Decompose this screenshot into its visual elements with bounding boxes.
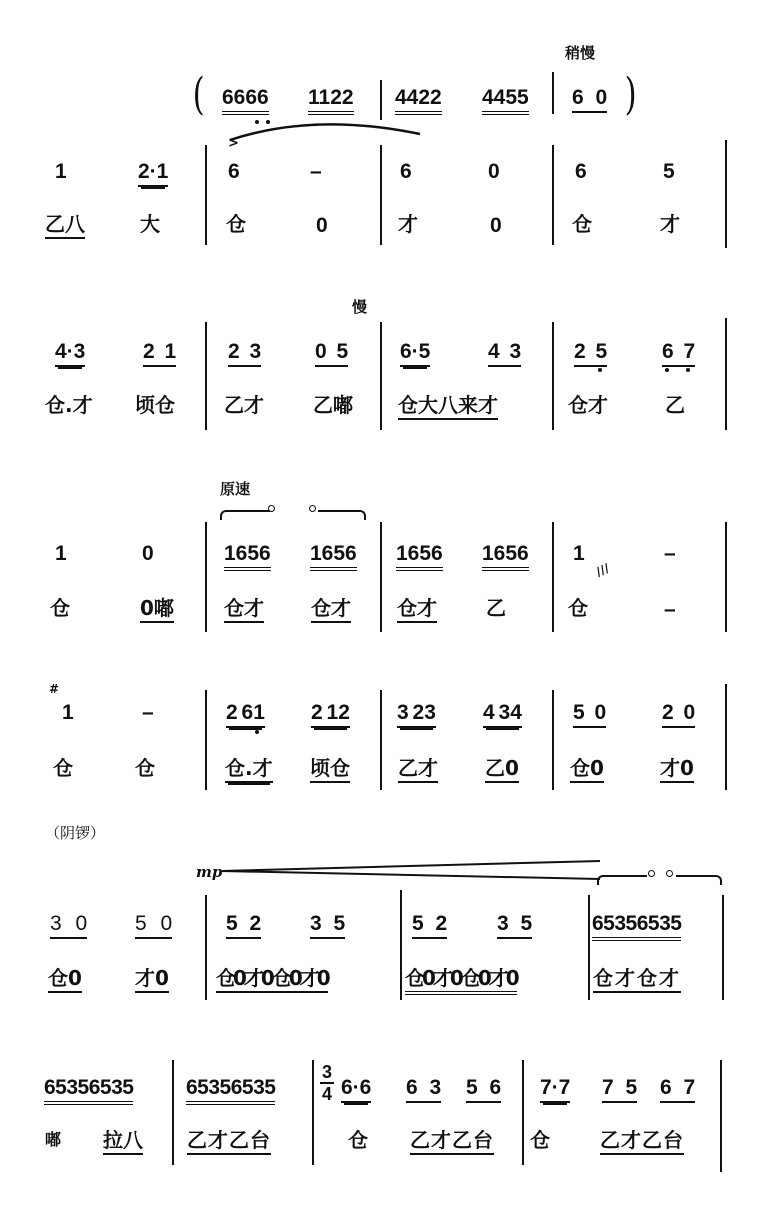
bar-line: [552, 690, 554, 790]
note: 5: [663, 160, 675, 183]
bar-line: [725, 318, 727, 430]
note: 6·6: [341, 1076, 371, 1103]
note: 6 3: [406, 1076, 441, 1103]
low-octave-dot: [255, 730, 259, 734]
note: 3 23: [397, 701, 436, 728]
note: 3 5: [310, 912, 345, 939]
note: 5 2: [226, 912, 261, 939]
intro-note: 6 0: [572, 86, 607, 113]
lyric: 仓0才0仓0才0: [216, 966, 328, 993]
bar-line: [725, 684, 727, 790]
low-octave-dot: [598, 368, 602, 372]
lyric: 仓才仓才: [593, 966, 681, 993]
note: 1: [62, 701, 74, 724]
note: 6 7: [662, 340, 695, 367]
dynamic-mark: mp: [196, 863, 223, 881]
bar-line: [552, 145, 554, 245]
note: 6: [400, 160, 412, 183]
note: 2 61: [226, 701, 265, 728]
lyric: 顷仓: [310, 756, 350, 783]
lyric: 乙八: [45, 212, 85, 239]
repeat-bracket-left: [220, 510, 270, 520]
lyric: 乙才乙台: [410, 1128, 494, 1155]
note: 4 34: [483, 701, 522, 728]
note: 0: [488, 160, 500, 183]
time-signature-top: 3: [321, 1062, 332, 1082]
note: 1656: [224, 542, 271, 571]
lyric: 仓才: [397, 596, 437, 623]
bar-line: [552, 522, 554, 632]
note: 6·5: [400, 340, 430, 367]
lyric: 仓: [226, 212, 246, 236]
note: 1656: [482, 542, 529, 571]
bracket-ring: [666, 870, 673, 877]
note: 65356535: [186, 1076, 275, 1105]
note: 5 2: [412, 912, 447, 939]
note: 4·3: [55, 340, 85, 367]
bar-line: [725, 522, 727, 632]
crescendo-hairpin: [222, 858, 602, 882]
repeat-bracket-right: [676, 875, 722, 885]
low-octave-dot: [686, 368, 690, 372]
lyric: 仓: [572, 212, 592, 236]
bar-line: [722, 895, 724, 1000]
bar-line: [720, 1060, 722, 1172]
intro-note: 4455: [482, 86, 529, 115]
lyric: 乙: [665, 393, 685, 417]
bar-line: [400, 890, 402, 1000]
lyric: 乙: [486, 596, 506, 620]
bar-line: [205, 145, 207, 245]
lyric: 乙才乙台: [600, 1128, 684, 1155]
lyric: 嘟: [45, 1130, 62, 1149]
lyric: 仓: [568, 596, 588, 620]
note-dash: –: [664, 542, 676, 565]
note: 7·7: [540, 1076, 570, 1103]
accent-mark: >: [228, 136, 239, 151]
bar-line: [522, 1060, 524, 1165]
note: 6 7: [660, 1076, 695, 1103]
note: 2 0: [662, 701, 695, 728]
section-label: （阴锣）: [45, 824, 106, 842]
note: 5 0: [135, 912, 172, 939]
note: 2 5: [574, 340, 607, 367]
note: 0: [142, 542, 154, 565]
bar-line: [312, 1060, 314, 1165]
lyric: 乙0: [485, 756, 519, 783]
bar-line: [552, 322, 554, 430]
close-parenthesis: ): [624, 69, 637, 120]
note: 2·1: [138, 160, 168, 187]
lyric: 才0: [135, 966, 169, 993]
lyric: 仓大八来才: [398, 393, 498, 420]
lyric: 仓: [53, 756, 73, 780]
sharp-sign: #: [49, 682, 60, 696]
lyric: 仓才: [224, 596, 264, 623]
lyric: 仓0才0仓0才0: [405, 966, 517, 995]
note: 2 12: [311, 701, 350, 728]
tempo-mark-slow: 慢: [352, 298, 368, 316]
lyric: 仓才: [568, 393, 608, 417]
lyric: 乙才: [398, 756, 438, 783]
lyric: 乙才乙台: [187, 1128, 271, 1155]
note: 1: [55, 160, 67, 183]
time-signature-bottom: 4: [321, 1084, 332, 1104]
bar-line: [380, 80, 382, 120]
slur-tie: [225, 118, 425, 148]
lyric: 乙才: [224, 393, 264, 417]
note: 6: [228, 160, 240, 183]
note: 3 5: [497, 912, 532, 939]
note: 1: [55, 542, 67, 565]
bar-line: [205, 690, 207, 790]
lyric: 乙嘟: [313, 393, 353, 417]
lyric: 才: [398, 212, 418, 236]
note: 65356535: [592, 912, 681, 941]
lyric: 仓0: [570, 756, 604, 783]
note: 0 5: [315, 340, 348, 367]
lyric-rest: 0: [316, 214, 328, 237]
bracket-ring: [309, 505, 316, 512]
note: 5 6: [466, 1076, 501, 1103]
note: 1: [573, 542, 585, 565]
lyric: 仓: [530, 1128, 550, 1152]
lyric: 才: [660, 212, 680, 236]
note: 6: [575, 160, 587, 183]
bar-line: [380, 322, 382, 430]
bar-line: [205, 522, 207, 632]
note-dash: –: [310, 160, 322, 183]
lyric: 0嘟: [140, 596, 174, 623]
lyric: 仓才: [311, 596, 351, 623]
lyric: 仓: [50, 596, 70, 620]
tempo-mark-original: 原速: [220, 480, 251, 498]
intro-note: 6666: [222, 86, 269, 115]
bar-line: [380, 690, 382, 790]
bar-line: [205, 322, 207, 430]
lyric: 仓0: [48, 966, 82, 993]
open-parenthesis: (: [192, 69, 205, 120]
bar-line: [588, 895, 590, 1000]
lyric: 才0: [660, 756, 694, 783]
bar-line: [725, 140, 727, 248]
bar-line: [172, 1060, 174, 1165]
lyric: 顷仓: [135, 393, 175, 417]
note: 1656: [396, 542, 443, 571]
repeat-bracket-left: [597, 875, 647, 885]
bar-line: [380, 522, 382, 632]
note: 65356535: [44, 1076, 133, 1105]
intro-note: 4422: [395, 86, 442, 115]
tempo-mark-slightly-slow: 稍慢: [565, 44, 596, 62]
lyric: 大: [140, 212, 160, 236]
bar-line: [380, 145, 382, 245]
lyric: 仓.才: [45, 393, 93, 417]
note: 3 0: [50, 912, 87, 939]
note: 4 3: [488, 340, 521, 367]
lyric: 仓: [135, 756, 155, 780]
tremolo-mark: ///: [593, 560, 612, 580]
lyric: 仓: [348, 1128, 368, 1152]
note-dash: –: [142, 701, 154, 724]
time-signature: [320, 1063, 334, 1103]
lyric-dash: –: [664, 598, 676, 621]
lyric: 拉八: [103, 1128, 143, 1155]
note: 2 1: [143, 340, 176, 367]
note: 7 5: [602, 1076, 637, 1103]
bracket-ring: [268, 505, 275, 512]
bar-line: [205, 895, 207, 1000]
lyric-rest: 0: [490, 214, 502, 237]
note: 5 0: [573, 701, 606, 728]
bar-line: [552, 72, 554, 114]
repeat-bracket-right: [318, 510, 366, 520]
note: 1656: [310, 542, 357, 571]
note: 2 3: [228, 340, 261, 367]
lyric: 仓.才: [225, 756, 273, 783]
low-octave-dot: [665, 368, 669, 372]
bracket-ring: [648, 870, 655, 877]
intro-note: 1122: [308, 86, 354, 115]
